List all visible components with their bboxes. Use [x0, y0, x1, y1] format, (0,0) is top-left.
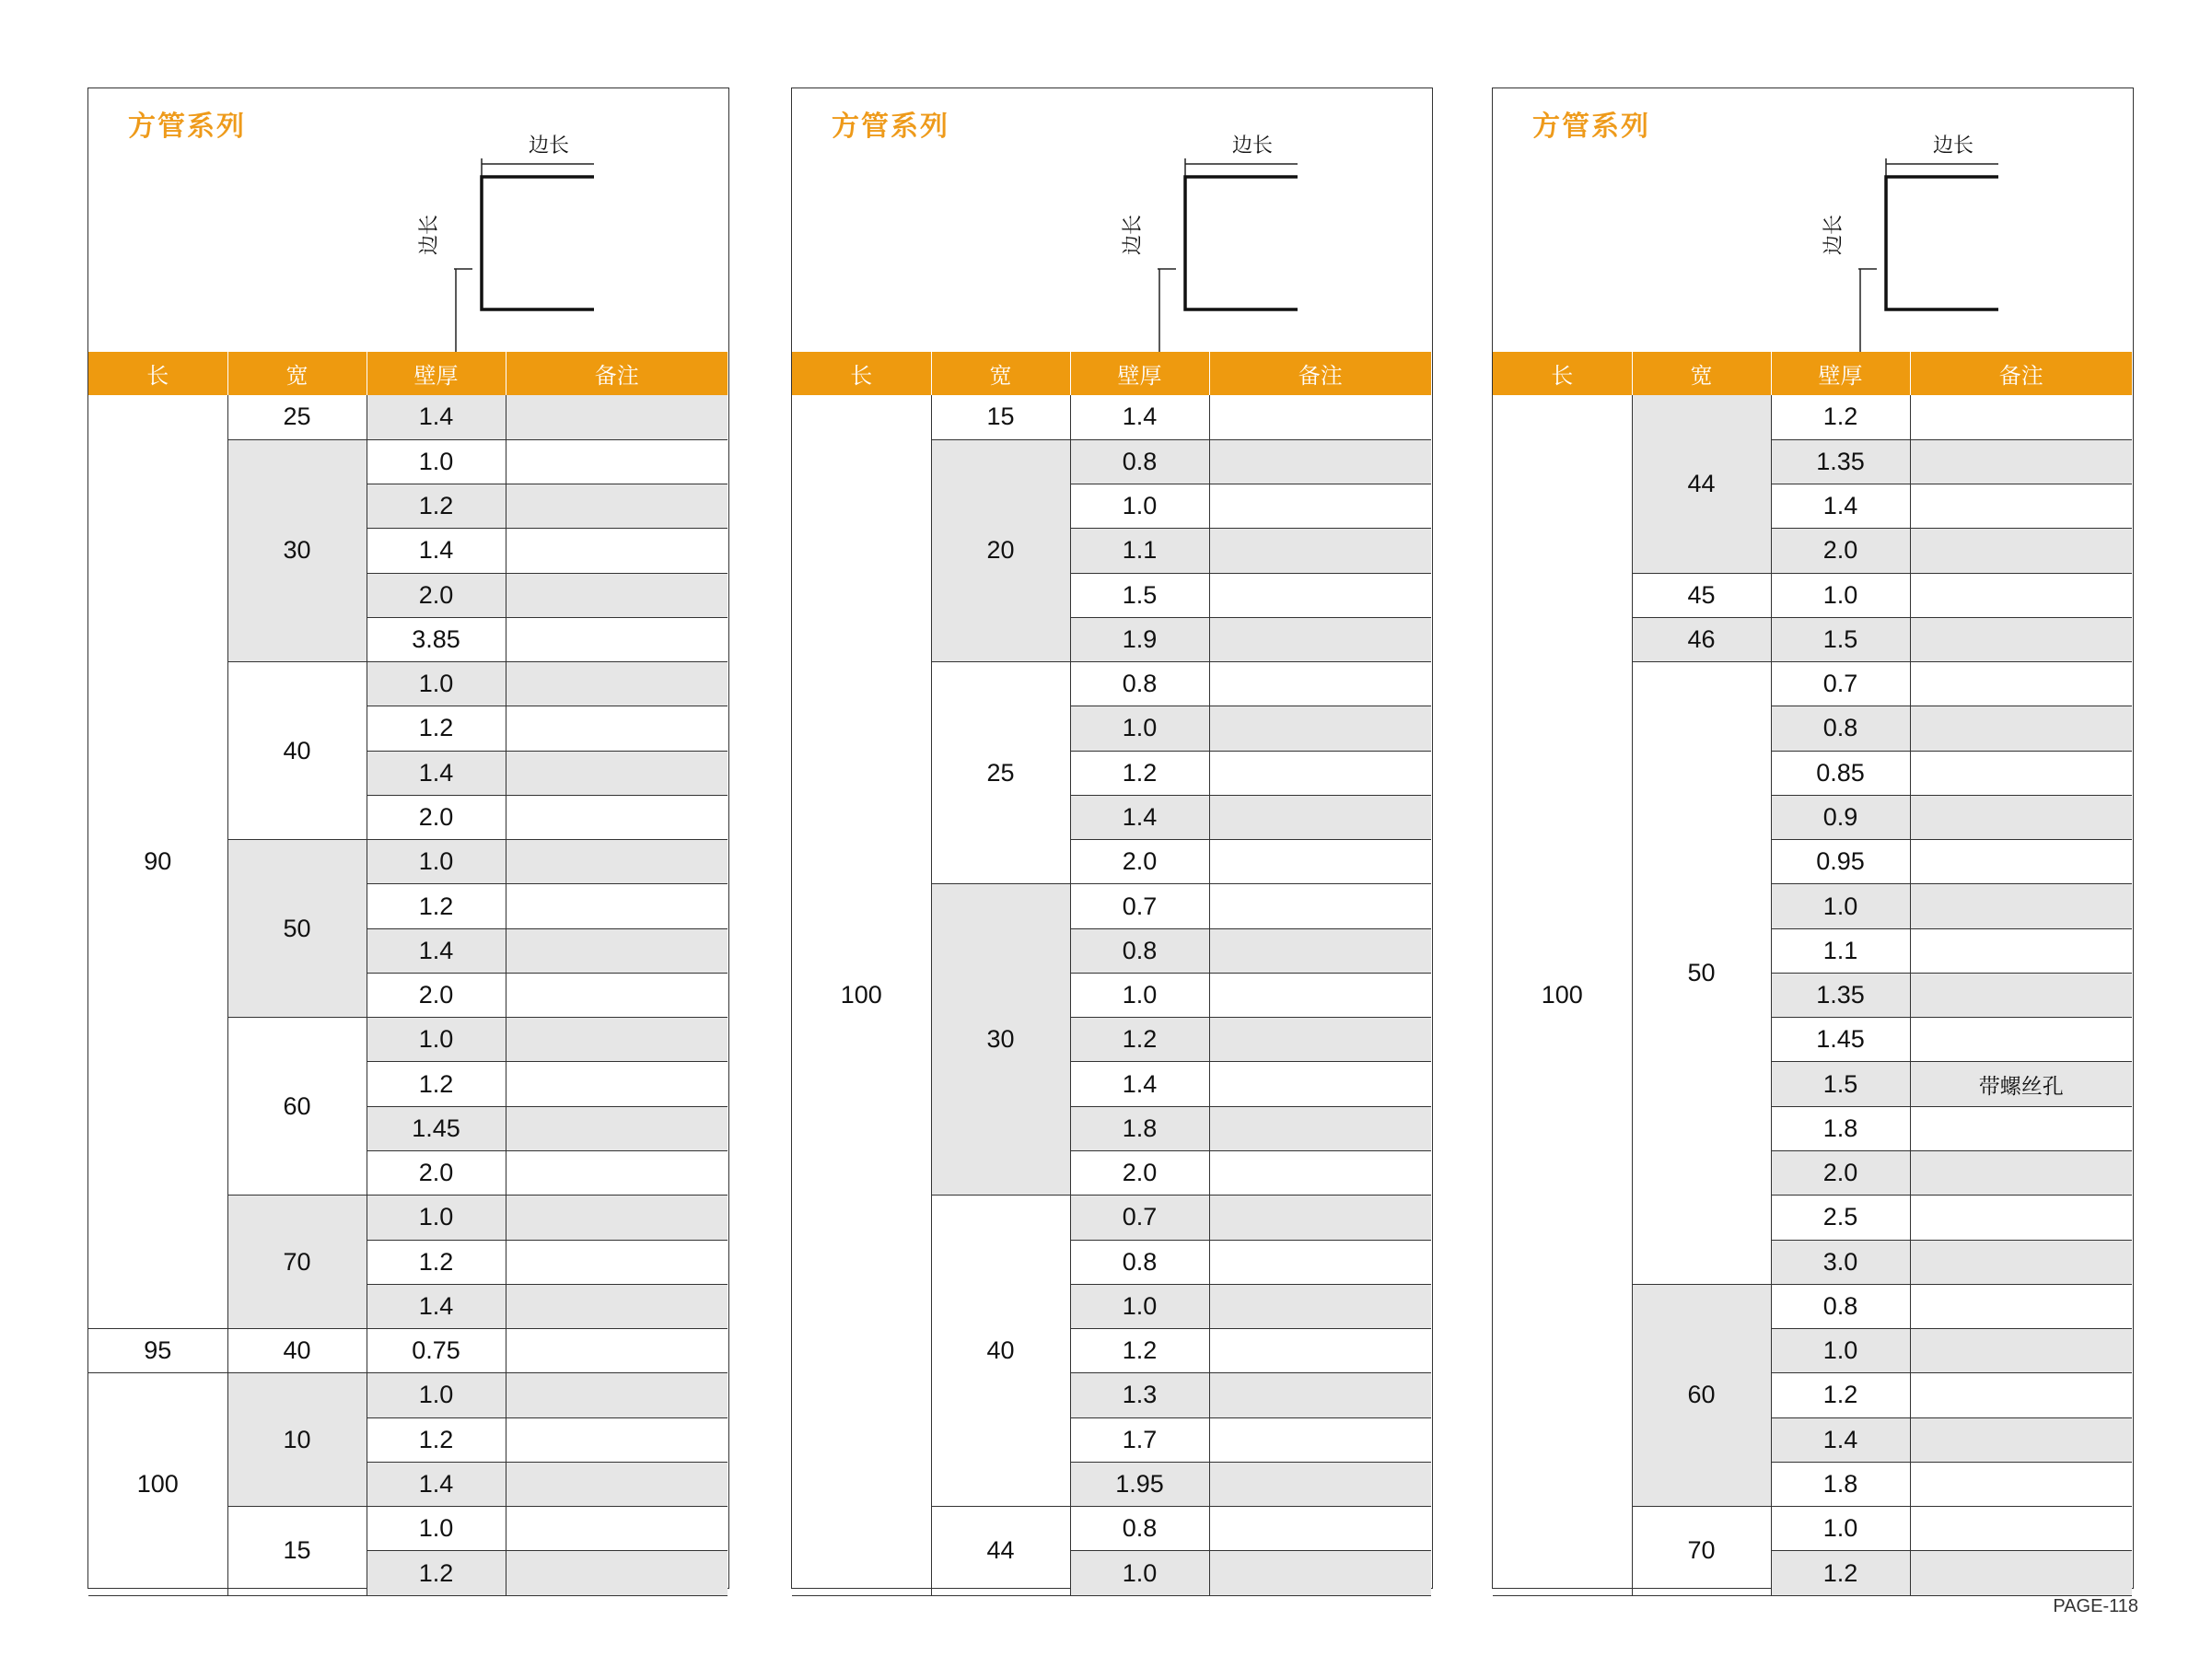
remark-cell: [506, 751, 728, 795]
remark-cell: [1209, 706, 1431, 751]
side-length-label-top: 边长: [1231, 134, 1273, 157]
thickness-cell: 1.45: [1771, 1018, 1910, 1062]
thickness-cell: 1.2: [367, 1417, 506, 1462]
header-width: 宽: [227, 352, 367, 395]
remark-cell: [1209, 884, 1431, 928]
width-cell: 60: [227, 1018, 367, 1196]
thickness-cell: 1.0: [1070, 1284, 1209, 1328]
remark-cell: [1910, 1417, 2132, 1462]
remark-cell: [506, 573, 728, 617]
header-thickness: 壁厚: [1771, 352, 1910, 395]
remark-cell: [1209, 1373, 1431, 1417]
spec-table: [792, 352, 1431, 1596]
thickness-cell: 1.4: [1771, 484, 1910, 529]
thickness-cell: 0.8: [1070, 1507, 1209, 1551]
side-length-label-top: 边长: [528, 134, 569, 157]
remark-cell: [506, 1062, 728, 1106]
remark-cell: [506, 1196, 728, 1240]
thickness-cell: 1.3: [1070, 1373, 1209, 1417]
remark-cell: [506, 617, 728, 661]
remark-cell: [506, 1417, 728, 1462]
square-profile-drawing: [419, 134, 594, 352]
remark-cell: [506, 706, 728, 751]
remark-cell: [506, 1373, 728, 1417]
page-number: PAGE-118: [2053, 1596, 2138, 1616]
remark-cell: [506, 1284, 728, 1328]
thickness-cell: 0.7: [1070, 1196, 1209, 1240]
header-length: 长: [88, 352, 227, 395]
width-cell: 70: [227, 1196, 367, 1329]
remark-cell: [506, 395, 728, 439]
remark-cell: [506, 662, 728, 706]
width-cell: 44: [931, 1507, 1070, 1596]
thickness-cell: 1.4: [1070, 1062, 1209, 1106]
thickness-cell: 1.0: [367, 1196, 506, 1240]
remark-cell: [1910, 795, 2132, 839]
remark-cell: [506, 1329, 728, 1373]
remark-cell: [1209, 662, 1431, 706]
remark-cell: [1910, 1373, 2132, 1417]
remark-cell: [1209, 1417, 1431, 1462]
width-cell: 60: [1632, 1284, 1771, 1506]
thickness-cell: 1.2: [1771, 1551, 1910, 1595]
thickness-cell: 1.2: [367, 484, 506, 529]
series-title: 方管系列: [1532, 111, 1650, 143]
thickness-cell: 2.5: [1771, 1196, 1910, 1240]
side-length-label-side: 边长: [418, 215, 441, 256]
remark-cell: [506, 884, 728, 928]
width-cell: 15: [227, 1507, 367, 1596]
remark-cell: [1910, 1106, 2132, 1150]
remark-cell: [1209, 840, 1431, 884]
remark-cell: [506, 1106, 728, 1150]
thickness-cell: 0.7: [1070, 884, 1209, 928]
thickness-cell: 0.8: [1070, 662, 1209, 706]
thickness-cell: 1.2: [1771, 395, 1910, 439]
remark-cell: [1209, 573, 1431, 617]
table-row: [88, 1373, 728, 1417]
thickness-cell: 1.0: [1771, 884, 1910, 928]
side-length-label-side: 边长: [1822, 215, 1845, 256]
thickness-cell: 1.0: [367, 439, 506, 484]
header-length: 长: [792, 352, 931, 395]
width-cell: 40: [227, 1329, 367, 1373]
thickness-cell: 0.8: [1771, 1284, 1910, 1328]
remark-cell: [506, 439, 728, 484]
remark-cell: [1910, 529, 2132, 573]
thickness-cell: 1.35: [1771, 439, 1910, 484]
thickness-cell: 2.0: [1070, 1151, 1209, 1196]
remark-cell: [1209, 1462, 1431, 1506]
thickness-cell: 1.0: [1771, 573, 1910, 617]
thickness-cell: 1.0: [367, 1507, 506, 1551]
thickness-cell: 1.2: [1771, 1373, 1910, 1417]
thickness-cell: 1.0: [1070, 484, 1209, 529]
header-remark: 备注: [1209, 352, 1431, 395]
thickness-cell: 1.0: [1070, 706, 1209, 751]
remark-cell: [1910, 840, 2132, 884]
header-length: 长: [1493, 352, 1632, 395]
thickness-cell: 1.2: [1070, 1018, 1209, 1062]
thickness-cell: 1.5: [1771, 617, 1910, 661]
remark-cell: [1209, 1018, 1431, 1062]
thickness-cell: 1.0: [1070, 1551, 1209, 1595]
remark-cell: [506, 1507, 728, 1551]
width-cell: 30: [227, 439, 367, 661]
width-cell: 50: [227, 840, 367, 1018]
remark-cell: [1910, 439, 2132, 484]
thickness-cell: 1.0: [367, 662, 506, 706]
remark-cell: [1910, 662, 2132, 706]
spec-table: [88, 352, 728, 1596]
remark-cell: [1910, 973, 2132, 1017]
remark-cell: 带螺丝孔: [1910, 1062, 2132, 1106]
panel-header: [88, 88, 728, 352]
square-tube-diagram: [1823, 134, 1998, 352]
remark-cell: [1209, 1062, 1431, 1106]
remark-cell: [1209, 1284, 1431, 1328]
remark-cell: [1910, 1196, 2132, 1240]
remark-cell: [506, 795, 728, 839]
thickness-cell: 0.8: [1070, 928, 1209, 973]
thickness-cell: 0.85: [1771, 751, 1910, 795]
remark-cell: [1910, 617, 2132, 661]
width-cell: 30: [931, 884, 1070, 1196]
length-cell: 90: [88, 395, 227, 1329]
remark-cell: [1209, 1551, 1431, 1595]
header-thickness: 壁厚: [1070, 352, 1209, 395]
table-row: [88, 395, 728, 439]
thickness-cell: 1.0: [1070, 973, 1209, 1017]
width-cell: 50: [1632, 662, 1771, 1285]
thickness-cell: 2.0: [367, 573, 506, 617]
thickness-cell: 1.4: [367, 1462, 506, 1506]
thickness-cell: 1.45: [367, 1106, 506, 1150]
thickness-cell: 1.4: [367, 395, 506, 439]
width-cell: 46: [1632, 617, 1771, 661]
remark-cell: [1910, 1462, 2132, 1506]
thickness-cell: 0.9: [1771, 795, 1910, 839]
square-profile-drawing: [1123, 134, 1298, 352]
width-cell: 70: [1632, 1507, 1771, 1596]
header-width: 宽: [931, 352, 1070, 395]
remark-cell: [506, 1551, 728, 1595]
thickness-cell: 2.0: [367, 795, 506, 839]
thickness-cell: 2.0: [1771, 529, 1910, 573]
remark-cell: [1209, 395, 1431, 439]
thickness-cell: 1.1: [1771, 928, 1910, 973]
remark-cell: [1910, 928, 2132, 973]
series-title: 方管系列: [832, 111, 949, 143]
remark-cell: [1910, 706, 2132, 751]
spec-panel-left: [87, 87, 729, 1589]
remark-cell: [1209, 1507, 1431, 1551]
thickness-cell: 3.0: [1771, 1240, 1910, 1284]
thickness-cell: 1.4: [367, 529, 506, 573]
remark-cell: [1209, 1106, 1431, 1150]
remark-cell: [1209, 1151, 1431, 1196]
thickness-cell: 1.8: [1771, 1462, 1910, 1506]
length-cell: 100: [88, 1373, 227, 1595]
remark-cell: [1910, 751, 2132, 795]
width-cell: 40: [931, 1196, 1070, 1507]
header-thickness: 壁厚: [367, 352, 506, 395]
thickness-cell: 1.2: [1070, 1329, 1209, 1373]
spec-table: [1493, 352, 2132, 1596]
panel-header: [792, 88, 1432, 352]
thickness-cell: 2.0: [367, 973, 506, 1017]
width-cell: 44: [1632, 395, 1771, 573]
thickness-cell: 1.2: [367, 1062, 506, 1106]
panel-header: [1493, 88, 2133, 352]
width-cell: 10: [227, 1373, 367, 1507]
thickness-cell: 1.95: [1070, 1462, 1209, 1506]
remark-cell: [1910, 395, 2132, 439]
table-row: [792, 395, 1431, 439]
remark-cell: [506, 973, 728, 1017]
spec-panel-middle: [791, 87, 1433, 1589]
remark-cell: [1209, 1240, 1431, 1284]
remark-cell: [1910, 1240, 2132, 1284]
header-width: 宽: [1632, 352, 1771, 395]
series-title: 方管系列: [128, 111, 246, 143]
thickness-cell: 1.2: [367, 706, 506, 751]
thickness-cell: 1.0: [367, 1018, 506, 1062]
remark-cell: [506, 1240, 728, 1284]
remark-cell: [1209, 1329, 1431, 1373]
thickness-cell: 0.8: [1771, 706, 1910, 751]
remark-cell: [506, 840, 728, 884]
thickness-cell: 1.4: [367, 1284, 506, 1328]
thickness-cell: 2.0: [367, 1151, 506, 1196]
thickness-cell: 1.8: [1070, 1106, 1209, 1150]
width-cell: 20: [931, 439, 1070, 661]
thickness-cell: 1.4: [367, 928, 506, 973]
thickness-cell: 0.75: [367, 1329, 506, 1373]
remark-cell: [1209, 439, 1431, 484]
remark-cell: [1910, 484, 2132, 529]
spec-panel-right: [1492, 87, 2134, 1589]
thickness-cell: 0.95: [1771, 840, 1910, 884]
remark-cell: [1209, 973, 1431, 1017]
thickness-cell: 1.9: [1070, 617, 1209, 661]
remark-cell: [1209, 751, 1431, 795]
remark-cell: [506, 928, 728, 973]
remark-cell: [506, 1151, 728, 1196]
header-remark: 备注: [1910, 352, 2132, 395]
length-cell: 100: [1493, 395, 1632, 1595]
remark-cell: [506, 484, 728, 529]
thickness-cell: 1.8: [1771, 1106, 1910, 1150]
width-cell: 25: [931, 662, 1070, 884]
thickness-cell: 1.0: [367, 840, 506, 884]
thickness-cell: 0.8: [1070, 439, 1209, 484]
remark-cell: [1910, 573, 2132, 617]
remark-cell: [1910, 1329, 2132, 1373]
remark-cell: [1209, 795, 1431, 839]
remark-cell: [506, 1018, 728, 1062]
width-cell: 15: [931, 395, 1070, 439]
thickness-cell: 1.4: [1070, 395, 1209, 439]
remark-cell: [1209, 1196, 1431, 1240]
side-length-label-side: 边长: [1122, 215, 1145, 256]
thickness-cell: 0.7: [1771, 662, 1910, 706]
remark-cell: [1209, 529, 1431, 573]
table-row: [88, 1329, 728, 1373]
thickness-cell: 1.35: [1771, 973, 1910, 1017]
thickness-cell: 1.5: [1070, 573, 1209, 617]
square-profile-drawing: [1823, 134, 1998, 352]
thickness-cell: 1.5: [1771, 1062, 1910, 1106]
remark-cell: [1910, 1151, 2132, 1196]
width-cell: 25: [227, 395, 367, 439]
thickness-cell: 1.4: [1771, 1417, 1910, 1462]
remark-cell: [1910, 884, 2132, 928]
thickness-cell: 2.0: [1070, 840, 1209, 884]
remark-cell: [1910, 1284, 2132, 1328]
thickness-cell: 1.2: [367, 884, 506, 928]
length-cell: 100: [792, 395, 931, 1595]
thickness-cell: 1.7: [1070, 1417, 1209, 1462]
square-tube-diagram: [419, 134, 594, 352]
remark-cell: [506, 529, 728, 573]
remark-cell: [1209, 484, 1431, 529]
thickness-cell: 1.4: [1070, 795, 1209, 839]
thickness-cell: 0.8: [1070, 1240, 1209, 1284]
thickness-cell: 1.1: [1070, 529, 1209, 573]
thickness-cell: 1.4: [367, 751, 506, 795]
width-cell: 40: [227, 662, 367, 840]
thickness-cell: 1.2: [1070, 751, 1209, 795]
remark-cell: [1209, 928, 1431, 973]
thickness-cell: 3.85: [367, 617, 506, 661]
remark-cell: [1910, 1551, 2132, 1595]
remark-cell: [1910, 1018, 2132, 1062]
square-tube-diagram: [1123, 134, 1298, 352]
thickness-cell: 1.0: [367, 1373, 506, 1417]
remark-cell: [1209, 617, 1431, 661]
thickness-cell: 2.0: [1771, 1151, 1910, 1196]
thickness-cell: 1.2: [367, 1240, 506, 1284]
thickness-cell: 1.0: [1771, 1507, 1910, 1551]
remark-cell: [1910, 1507, 2132, 1551]
header-remark: 备注: [506, 352, 728, 395]
thickness-cell: 1.0: [1771, 1329, 1910, 1373]
remark-cell: [506, 1462, 728, 1506]
thickness-cell: 1.2: [367, 1551, 506, 1595]
width-cell: 45: [1632, 573, 1771, 617]
length-cell: 95: [88, 1329, 227, 1373]
side-length-label-top: 边长: [1932, 134, 1973, 157]
table-row: [1493, 395, 2132, 439]
